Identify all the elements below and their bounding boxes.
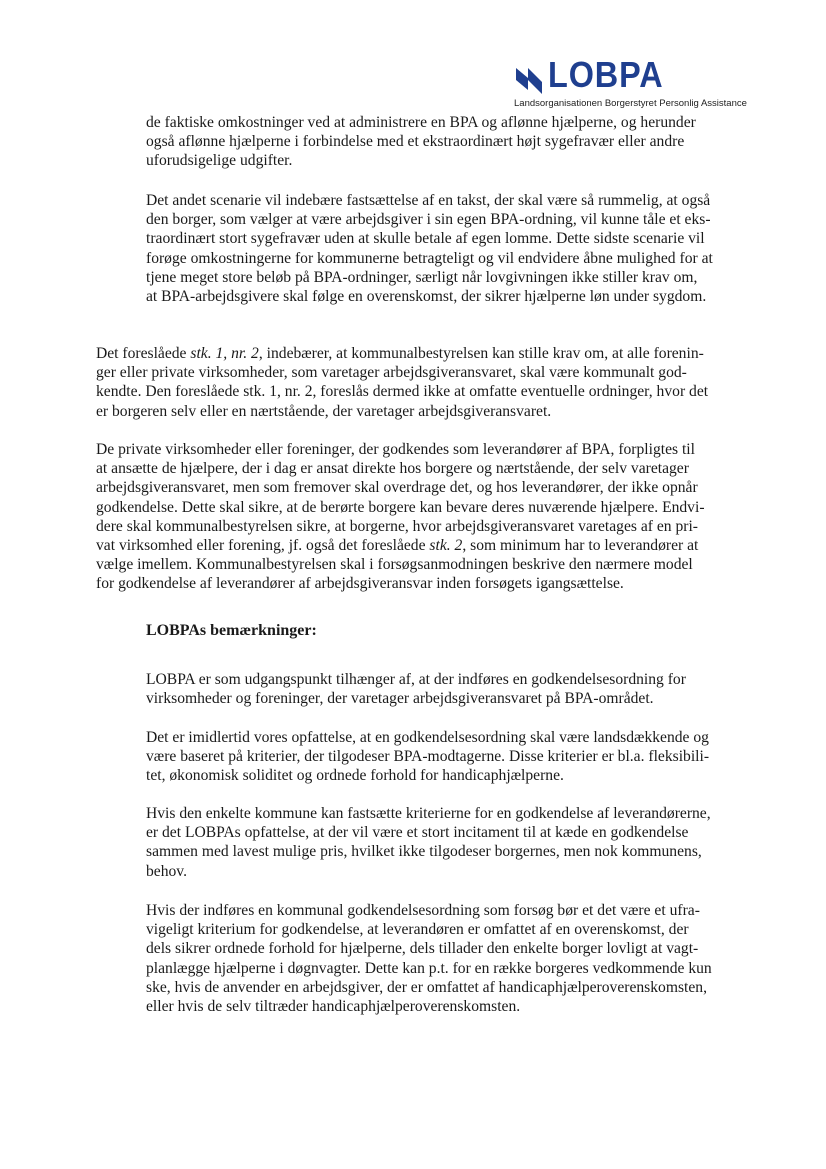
section-heading: LOBPAs bemærkninger: <box>146 622 317 639</box>
paragraph-6: Det er imidlertid vores opfattelse, at en godkendelsesordning skal være landsdækkende og være baseret på kriterier, der tilgodeser BPA-modtagerne. Disse kriterier er bl.a. fleksibili- tet, økonomisk soliditet og ordnede forhold for handicaphjælperne. <box>146 729 710 785</box>
logo-arrow-icon <box>514 64 544 94</box>
paragraph-4: De private virksomheder eller foreninger, der godkendes som leverandører af BPA, forpligtes til at ansætte de hjælpere, der i dag er ansat direkte hos borgere og nærtstående, der selv varetager arbejdsgiveransvaret, men som fremover skal overdrage det, og hos leverandører, der ikke opnår godkendelse. Dette skal sikre, at de berørte borgere kan bevare deres nuværende hjælpere. Endvi- dere skal kommunalbestyrelsen sikre, at borgerne, hvor arbejdsgiveransvaret varetages af en pri- vat virksomhed eller forening, jf. også det foreslåede stk. 2, som minimum har to leverandører at vælge imellem. Kommunalbestyrelsen skal i forsøgsanmodningen beskrive den nærmere model for godkendelse af leverandører af arbejdsgiveransvar inden forsøgets igangsættelse. <box>96 441 705 593</box>
paragraph-2: Det andet scenarie vil indebære fastsættelse af en takst, der skal være så rummelig, at også den borger, som vælger at være arbejdsgiver i sin egen BPA-ordning, vil kunne tåle et eks- traordinært stort sygefravær uden at skulle betale af egen lomme. Dette sidste scenarie vil forøge omkostningerne for kommunerne betragteligt og vil endvidere åbne mulighed for at tjene meget store beløb på BPA-ordninger, særligt når lovgivningen ikke stiller krav om, at BPA-arbejdsgivere skal følge en overenskomst, der sikrer hjælperne løn under sygdom. <box>146 192 713 306</box>
lobpa-logo <box>514 54 764 110</box>
paragraph-5: LOBPA er som udgangspunkt tilhænger af, at der indføres en godkendelsesordning for virksomheder og foreninger, der varetager arbejdsgiveransvaret på BPA-området. <box>146 671 686 708</box>
logo-wordmark: LOBPA <box>548 54 664 95</box>
paragraph-3: Det foreslåede stk. 1, nr. 2, indebærer, at kommunalbestyrelsen kan stille krav om, at alle forenin- ger eller private virksomheder, som varetager arbejdsgiveransvaret, skal være kommunalt god- kendte. Den foreslåede stk. 1, nr. 2, foreslås dermed ikke at omfatte eventuelle ordninger, hvor det er borgeren selv eller en nærtstående, der varetager arbejdsgiveransvaret. <box>96 345 709 420</box>
logo-tagline: Landsorganisationen Borgerstyret Personlig Assistance <box>514 98 747 109</box>
paragraph-8: Hvis der indføres en kommunal godkendelsesordning som forsøg bør et det være et ufra- vigeligt kriterium for godkendelse, at leverandøren er omfattet af en overenskomst, der dels sikrer ordnede forhold for hjælperne, dels tillader den enkelte borger lovligt at vagt- planlægge hjælperne i døgnvagter. Dette kan p.t. for en række borgeres vedkommende kun ske, hvis de anvender en arbejdsgiver, der er omfattet af handicaphjælperoverenskomsten, eller hvis de selv tiltræder handicaphjælperoverenskomsten. <box>146 902 712 1016</box>
paragraph-1: de faktiske omkostninger ved at administrere en BPA og aflønne hjælperne, og herunder også aflønne hjælperne i forbindelse med et ekstraordinært højt sygefravær eller andre uforudsigelige udgifter. <box>146 114 696 170</box>
paragraph-7: Hvis den enkelte kommune kan fastsætte kriterierne for en godkendelse af leverandørerne, er det LOBPAs opfattelse, at der vil være et stort incitament til at kæde en godkendelse sammen med lavest mulige pris, hvilket ikke tilgodeser borgernes, men nok kommunens, behov. <box>146 805 711 880</box>
